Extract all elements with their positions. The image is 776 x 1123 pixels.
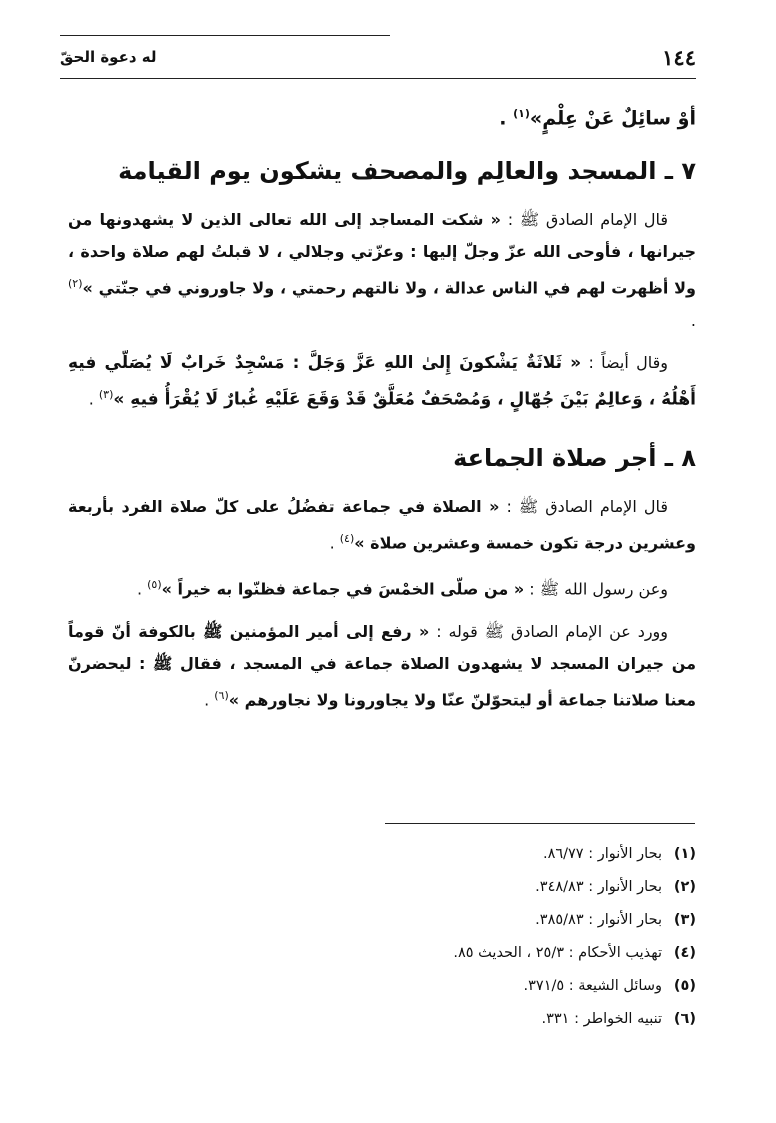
- footnote-text: بحار الأنوار : ٣٤٨/٨٣.: [535, 879, 662, 895]
- footnote-text: بحار الأنوار : ٣٨٥/٨٣.: [535, 912, 662, 928]
- narration-intro: وقال أيضاً :: [581, 352, 668, 372]
- section-7-paragraph-1: قال الإمام الصادق ﷺ : « شكت المساجد إلى الله تعالى الذين لا يشهدونها من جيرانها ، فأوحى الله عزّ وجلّ إليها : وعزّتي وجلالي ، لا قبلتُ لهم صلاة واحدة ، ولا أظهرت لهم في الناس عدالة ، ولا نالتهم رحمتي ، ولا جاوروني في جنّتي »$^{(٢)}$ .: [68, 210, 696, 330]
- main-text: [68, 98, 696, 726]
- section-8-heading: ٨ ـ أجر صلاة الجماعة: [453, 443, 696, 472]
- footnote-ref-2: (٢): [68, 277, 83, 291]
- footnote-item: [60, 970, 696, 1003]
- footnote-item: [60, 838, 696, 871]
- narration-intro: وعن رسول الله ﷺ :: [524, 579, 668, 599]
- hadith-quote: « الصلاة في جماعة تفضُلُ على كلّ صلاة الفرد بأربعة وعشرين درجة تكون خمسة وعشرين صلاة »: [68, 496, 696, 553]
- section-7-heading: ٧ ـ المسجد والعالِم والمصحف يشكون يوم القيامة: [118, 157, 696, 186]
- section-8-paragraph-1: قال الإمام الصادق ﷺ : « الصلاة في جماعة تفضُلُ على كلّ صلاة الفرد بأربعة وعشرين درجة تكون خمسة وعشرين صلاة »$^{(٤)}$ .: [68, 496, 696, 553]
- footnote-ref-4: (٤): [339, 531, 355, 545]
- footnote-text: وسائل الشيعة : ٣٧١/٥.: [523, 978, 662, 994]
- page-number: ١٤٤: [662, 44, 696, 70]
- footnote-text: تنبيه الخواطر : ٣٣١.: [541, 1011, 662, 1027]
- hadith-quote: « رفع إلى أمير المؤمنين ﷺ بالكوفة أنّ قوماً من جيران المسجد لا يشهدون الصلاة جماعة في المسجد ، فقال ﷺ : ليحضرنّ معنا صلاتنا جماعة أو ليتحوّلنّ عنّا ولا يجاورونا ولا نجاورهم »: [68, 621, 696, 709]
- footnote-number: (١): [673, 846, 696, 862]
- footnote-number: (٦): [673, 1011, 696, 1027]
- footnote-ref-6: (٦): [214, 688, 229, 702]
- footnote-text: بحار الأنوار : ٨٦/٧٧.: [542, 846, 662, 862]
- footnote-item: [60, 1003, 696, 1036]
- opening-line-text: أوْ سائِلٌ عَنْ عِلْمٍ»: [529, 107, 696, 130]
- header-rule: [60, 78, 696, 79]
- narration-intro: قال الإمام الصادق ﷺ :: [501, 210, 669, 230]
- footnote-text: تهذيب الأحكام : ٢٥/٣ ، الحديث ٨٥.: [453, 945, 662, 961]
- footnote-ref-3: (٣): [98, 387, 114, 401]
- footnote-ref-1: (١): [513, 107, 530, 120]
- footnotes: [60, 838, 696, 1036]
- opening-line: أوْ سائِلٌ عَنْ عِلْمٍ»$^{(١)}$ .: [499, 107, 696, 130]
- footnote-ref-5: (٥): [147, 578, 162, 592]
- footnote-rule: [385, 823, 695, 824]
- footnote-item: [60, 871, 696, 904]
- hadith-quote: « ثَلاثَةٌ يَشْكونَ إِلىٰ اللهِ عَزَّ وَجَلَّ : مَسْجِدٌ خَرابٌ لَا يُصَلّي فيهِ أَهْلُهُ ، وَعالِمٌ بَيْنَ جُهّالٍ ، وَمُصْحَفٌ مُعَلَّقٌ قَدْ وَقَعَ عَلَيْهِ غُبارٌ لَا يُقْرَأُ فيهِ »: [68, 352, 696, 409]
- running-title: له دعوة الحقّ: [60, 48, 157, 66]
- footnote-item: [60, 904, 696, 937]
- footnote-number: (٣): [673, 912, 696, 928]
- footnote-item: [60, 937, 696, 970]
- section-7-paragraph-2: وقال أيضاً : « ثَلاثَةٌ يَشْكونَ إِلىٰ اللهِ عَزَّ وَجَلَّ : مَسْجِدٌ خَرابٌ لَا يُصَلّي فيهِ أَهْلُهُ ، وَعالِمٌ بَيْنَ جُهّالٍ ، وَمُصْحَفٌ مُعَلَّقٌ قَدْ وَقَعَ عَلَيْهِ غُبارٌ لَا يُقْرَأُ فيهِ »$^{(٣)}$ .: [68, 352, 696, 409]
- hadith-quote: « شكت المساجد إلى الله تعالى الذين لا يشهدونها من جيرانها ، فأوحى الله عزّ وجلّ إليها : وعزّتي وجلالي ، لا قبلتُ لهم صلاة واحدة ، ولا أظهرت لهم في الناس عدالة ، ولا نالتهم رحمتي ، ولا جاوروني في جنّتي »: [68, 210, 696, 298]
- section-8-paragraph-3: وورد عن الإمام الصادق ﷺ قوله : « رفع إلى أمير المؤمنين ﷺ بالكوفة أنّ قوماً من جيران المسجد لا يشهدون الصلاة جماعة في المسجد ، فقال ﷺ : ليحضرنّ معنا صلاتنا جماعة أو ليتحوّلنّ عنّا ولا يجاورونا ولا نجاورهم »$^{(٦)}$ .: [68, 621, 696, 709]
- footnote-number: (٥): [673, 978, 696, 994]
- hadith-quote: « من صلّى الخمْسَ في جماعة فظنّوا به خيراً »: [161, 579, 525, 599]
- narration-intro: قال الإمام الصادق ﷺ :: [499, 496, 668, 516]
- page-header: [60, 40, 696, 74]
- top-rule: [60, 35, 390, 36]
- footnote-number: (٢): [673, 879, 696, 895]
- footnote-number: (٤): [673, 945, 696, 961]
- narration-intro: وورد عن الإمام الصادق ﷺ قوله :: [429, 621, 669, 641]
- section-8-paragraph-2: وعن رسول الله ﷺ : « من صلّى الخمْسَ في جماعة فظنّوا به خيراً »$^{(٥)}$ .: [136, 578, 668, 599]
